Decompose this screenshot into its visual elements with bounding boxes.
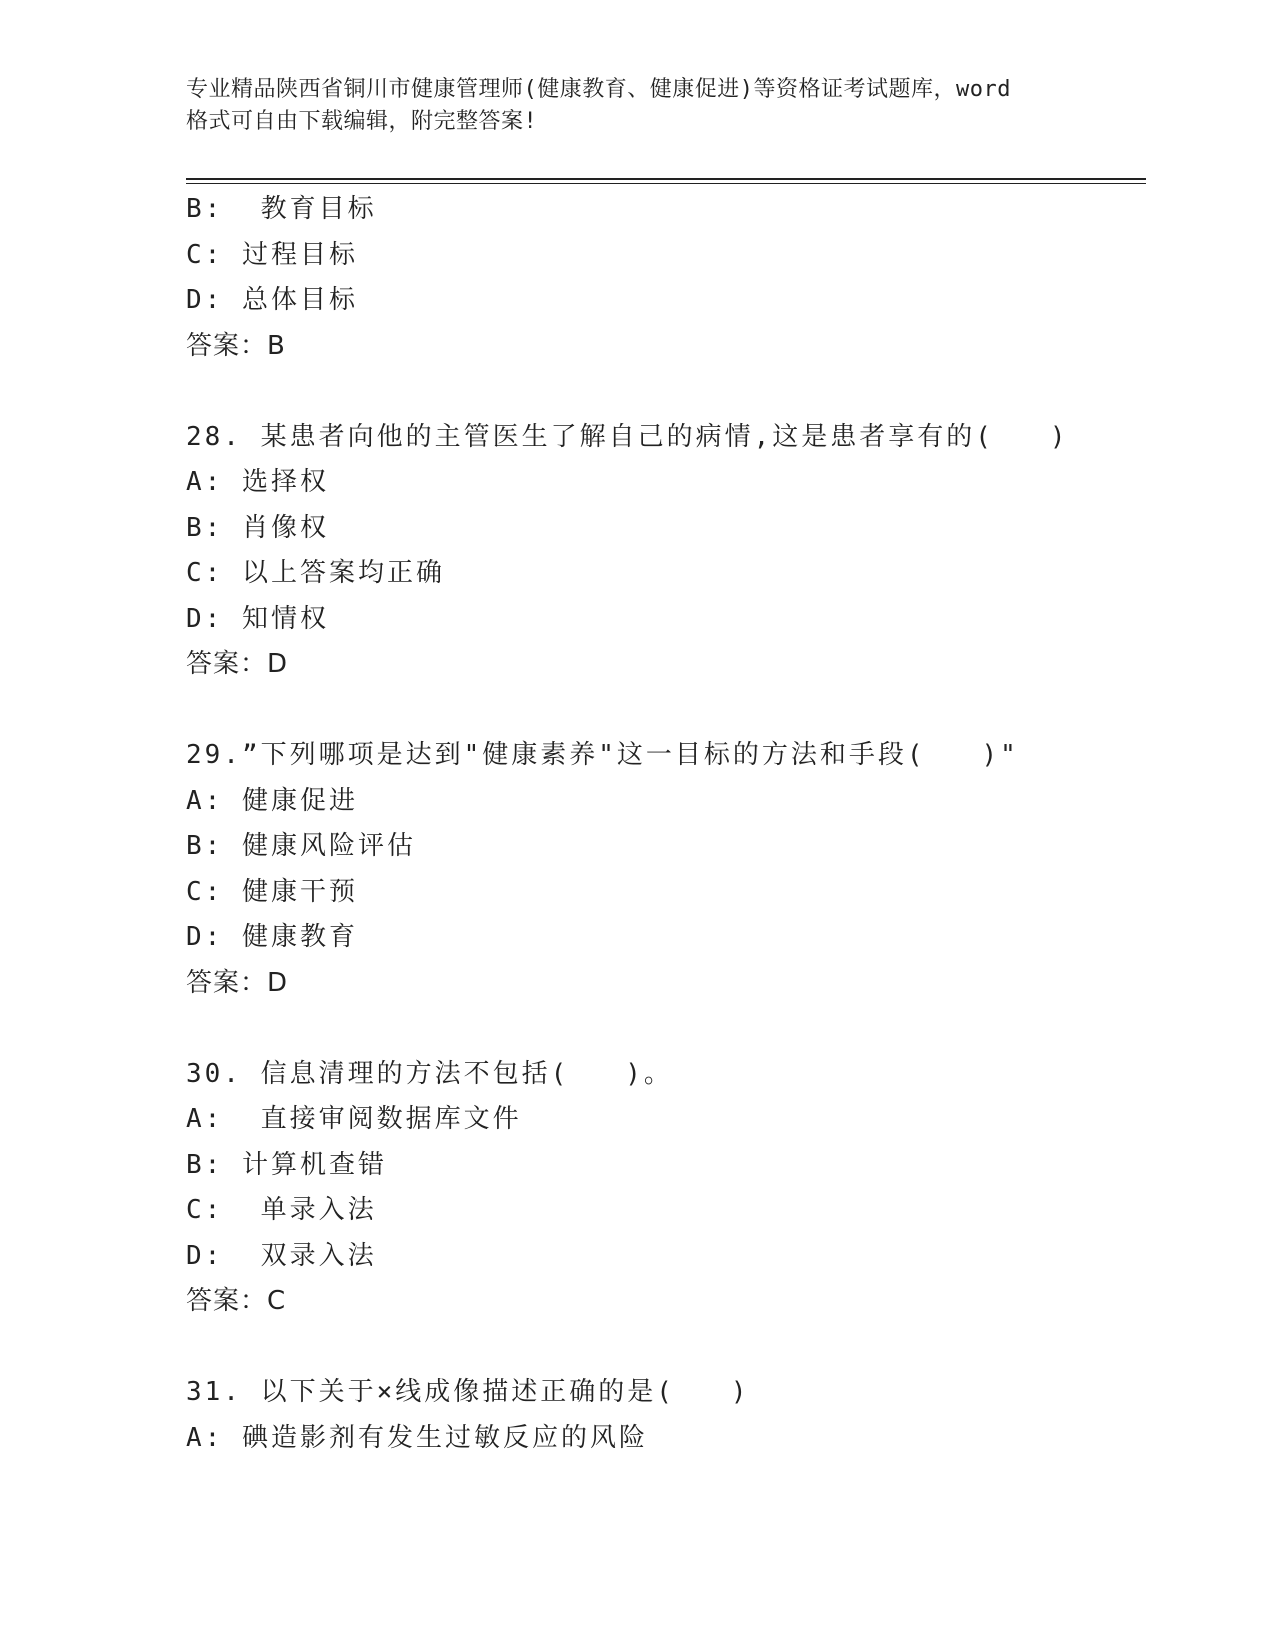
question-stem: 31. 以下关于×线成像描述正确的是( ) bbox=[186, 1377, 750, 1407]
header-divider bbox=[186, 178, 1146, 180]
option-d: D: 总体目标 bbox=[186, 285, 358, 315]
question-spacer bbox=[186, 1325, 1146, 1371]
option-d: D: 知情权 bbox=[186, 603, 329, 634]
answer-line: 答案：C bbox=[186, 1286, 287, 1316]
header-line-1: 专业精品陕西省铜川市健康管理师(健康教育、健康促进)等资格证考试题库，word bbox=[186, 77, 1011, 102]
option-d: D: 双录入法 bbox=[186, 1240, 377, 1271]
question-28 bbox=[186, 415, 1146, 688]
question-29 bbox=[186, 733, 1146, 1006]
question-stem: 29.”下列哪项是达到"健康素养"这一目标的方法和手段( )" bbox=[186, 740, 1019, 770]
option-c: C: 健康干预 bbox=[186, 876, 358, 907]
option-a: A: 碘造影剂有发生过敏反应的风险 bbox=[186, 1422, 648, 1453]
option-c: C: 过程目标 bbox=[186, 239, 358, 270]
option-d: D: 健康教育 bbox=[186, 922, 358, 952]
question-spacer bbox=[186, 1006, 1146, 1052]
question-31 bbox=[186, 1370, 1146, 1461]
document-header bbox=[186, 74, 1086, 138]
option-b: B: 健康风险评估 bbox=[186, 831, 416, 861]
question-stem: 28. 某患者向他的主管医生了解自己的病情,这是患者享有的( ) bbox=[186, 421, 1069, 452]
question-spacer bbox=[186, 688, 1146, 734]
option-b: B: 教育目标 bbox=[186, 194, 377, 224]
header-divider-thin bbox=[186, 183, 1146, 184]
answer-line: 答案：B bbox=[186, 330, 286, 361]
question-list bbox=[186, 187, 1146, 1461]
question-30 bbox=[186, 1052, 1146, 1325]
option-c: C: 单录入法 bbox=[186, 1195, 377, 1225]
question-stem: 30. 信息清理的方法不包括( )。 bbox=[186, 1058, 673, 1089]
header-line-2: 格式可自由下载编辑，附完整答案! bbox=[186, 109, 538, 134]
question-spacer bbox=[186, 369, 1146, 415]
answer-line: 答案：D bbox=[186, 967, 289, 998]
answer-line: 答案：D bbox=[186, 649, 289, 679]
option-a: A: 直接审阅数据库文件 bbox=[186, 1104, 522, 1134]
question-27-tail bbox=[186, 187, 1146, 369]
option-a: A: 健康促进 bbox=[186, 785, 358, 816]
option-b: B: 肖像权 bbox=[186, 512, 329, 543]
option-c: C: 以上答案均正确 bbox=[186, 558, 445, 588]
option-b: B: 计算机查错 bbox=[186, 1149, 387, 1180]
option-a: A: 选择权 bbox=[186, 467, 329, 497]
